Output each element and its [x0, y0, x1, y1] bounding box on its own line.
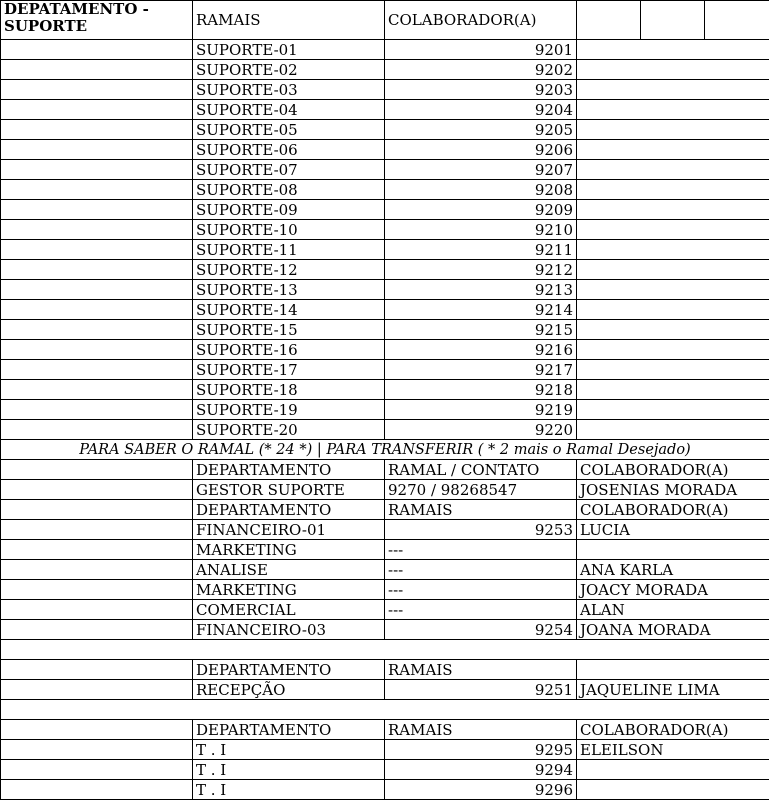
ramal-number: 9215 [385, 320, 577, 340]
ramal-number: 9212 [385, 260, 577, 280]
empty-cell [577, 1, 641, 40]
colaborador-cell [577, 140, 769, 160]
header-colaborador: COLABORADOR(A) [577, 460, 769, 480]
ramal-number: 9206 [385, 140, 577, 160]
empty-cell [1, 660, 193, 680]
ramal-name: SUPORTE-10 [193, 220, 385, 240]
empty-cell [1, 460, 193, 480]
empty-cell [1, 140, 193, 160]
ramal-name: SUPORTE-12 [193, 260, 385, 280]
empty-cell [641, 1, 705, 40]
ramal-name: SUPORTE-08 [193, 180, 385, 200]
ti-row [1, 740, 769, 760]
suporte-row [1, 300, 769, 320]
section2-row [1, 540, 769, 560]
suporte-row [1, 160, 769, 180]
colaborador-cell [577, 340, 769, 360]
ramal-name: SUPORTE-04 [193, 100, 385, 120]
ramal-name: SUPORTE-09 [193, 200, 385, 220]
header-colaborador: COLABORADOR(A) [577, 720, 769, 740]
header-departamento: DEPARTAMENTO [193, 720, 385, 740]
gestor-departamento: GESTOR SUPORTE [193, 480, 385, 500]
ramal-cell: --- [385, 540, 577, 560]
section2-row [1, 600, 769, 620]
ramal-name: SUPORTE-20 [193, 420, 385, 440]
ramal-number: 9216 [385, 340, 577, 360]
ramal-name: SUPORTE-13 [193, 280, 385, 300]
empty-cell [1, 340, 193, 360]
empty-cell [1, 560, 193, 580]
suporte-row [1, 260, 769, 280]
suporte-row [1, 340, 769, 360]
colaborador-cell [577, 120, 769, 140]
ramal-name: SUPORTE-14 [193, 300, 385, 320]
recepcao-header-row [1, 660, 769, 680]
suporte-row [1, 280, 769, 300]
separator-row [1, 700, 769, 720]
ramal-number: 9201 [385, 40, 577, 60]
colaborador-cell [577, 400, 769, 420]
separator-cell [1, 640, 769, 660]
gestor-header-row [1, 460, 769, 480]
ramal-name: SUPORTE-15 [193, 320, 385, 340]
ramal-name: SUPORTE-18 [193, 380, 385, 400]
header-ramal-contato: RAMAL / CONTATO [385, 460, 577, 480]
gestor-colaborador: JOSENIAS MORADA [577, 480, 769, 500]
ramal-number: 9219 [385, 400, 577, 420]
section2-row [1, 580, 769, 600]
ti-row [1, 760, 769, 780]
header-colaborador: COLABORADOR(A) [577, 500, 769, 520]
empty-cell [1, 260, 193, 280]
colaborador-cell [577, 160, 769, 180]
recepcao-row [1, 680, 769, 700]
suporte-row [1, 120, 769, 140]
ramal-number: 9209 [385, 200, 577, 220]
colaborador-cell [577, 320, 769, 340]
empty-cell [1, 100, 193, 120]
suporte-row [1, 380, 769, 400]
ramal-number: 9218 [385, 380, 577, 400]
ramal-cell: --- [385, 560, 577, 580]
suporte-row [1, 180, 769, 200]
empty-cell [1, 120, 193, 140]
ramal-name: SUPORTE-05 [193, 120, 385, 140]
ramal-cell: 9254 [385, 620, 577, 640]
suporte-row [1, 420, 769, 440]
departamento-cell: FINANCEIRO-01 [193, 520, 385, 540]
ramal-name: SUPORTE-11 [193, 240, 385, 260]
empty-cell [1, 380, 193, 400]
suporte-row [1, 320, 769, 340]
header-department: DEPATAMENTO - SUPORTE [1, 1, 193, 40]
colaborador-cell [577, 360, 769, 380]
colaborador-cell [577, 280, 769, 300]
header-departamento: DEPARTAMENTO [193, 660, 385, 680]
empty-cell [1, 180, 193, 200]
ramal-number: 9204 [385, 100, 577, 120]
ramal-name: SUPORTE-16 [193, 340, 385, 360]
ramal-number: 9213 [385, 280, 577, 300]
gestor-row [1, 480, 769, 500]
gestor-contato: 9270 / 98268547 [385, 480, 577, 500]
suporte-row [1, 360, 769, 380]
section2-header-row [1, 500, 769, 520]
empty-cell [1, 160, 193, 180]
colaborador-cell [577, 760, 769, 780]
colaborador-cell: ELEILSON [577, 740, 769, 760]
section2-row [1, 560, 769, 580]
ramal-name: SUPORTE-07 [193, 160, 385, 180]
empty-cell [1, 200, 193, 220]
ramal-cell: 9294 [385, 760, 577, 780]
empty-cell [577, 660, 769, 680]
departamento-cell: ANALISE [193, 560, 385, 580]
departamento-cell: T . I [193, 760, 385, 780]
empty-cell [1, 300, 193, 320]
colaborador-cell [577, 540, 769, 560]
empty-cell [1, 60, 193, 80]
colaborador-cell [577, 100, 769, 120]
ramal-name: SUPORTE-19 [193, 400, 385, 420]
colaborador-cell [577, 260, 769, 280]
colaborador-cell [577, 220, 769, 240]
separator-row [1, 640, 769, 660]
colaborador-cell: ANA KARLA [577, 560, 769, 580]
suporte-row [1, 220, 769, 240]
empty-cell [1, 760, 193, 780]
ramal-name: SUPORTE-01 [193, 40, 385, 60]
transfer-note: PARA SABER O RAMAL (* 24 *) | PARA TRANSFERIR ( * 2 mais o Ramal Desejado) [1, 440, 769, 460]
empty-cell [1, 580, 193, 600]
empty-cell [1, 600, 193, 620]
suporte-row [1, 140, 769, 160]
ramal-number: 9207 [385, 160, 577, 180]
ramal-cell: 9296 [385, 780, 577, 800]
suporte-row [1, 80, 769, 100]
ti-row [1, 780, 769, 800]
ramal-number: 9210 [385, 220, 577, 240]
suporte-row [1, 40, 769, 60]
departamento-cell: RECEPÇÃO [193, 680, 385, 700]
ramal-name: SUPORTE-17 [193, 360, 385, 380]
ti-header-row [1, 720, 769, 740]
header-ramais: RAMAIS [385, 660, 577, 680]
departamento-cell: T . I [193, 780, 385, 800]
empty-cell [1, 520, 193, 540]
colaborador-cell [577, 240, 769, 260]
colaborador-cell [577, 60, 769, 80]
header-departamento: DEPARTAMENTO [193, 460, 385, 480]
header-departamento: DEPARTAMENTO [193, 500, 385, 520]
ramal-name: SUPORTE-02 [193, 60, 385, 80]
header-colaborador: COLABORADOR(A) [385, 1, 577, 40]
suporte-row [1, 400, 769, 420]
suporte-row [1, 240, 769, 260]
empty-cell [1, 500, 193, 520]
ramal-number: 9220 [385, 420, 577, 440]
ramal-name: SUPORTE-06 [193, 140, 385, 160]
colaborador-cell: ALAN [577, 600, 769, 620]
empty-cell [1, 360, 193, 380]
header-ramais: RAMAIS [385, 500, 577, 520]
colaborador-cell: JOANA MORADA [577, 620, 769, 640]
ramal-number: 9202 [385, 60, 577, 80]
suporte-row [1, 200, 769, 220]
empty-cell [1, 320, 193, 340]
ramal-number: 9214 [385, 300, 577, 320]
empty-cell [705, 1, 769, 40]
departamento-cell: MARKETING [193, 580, 385, 600]
suporte-row [1, 60, 769, 80]
ramal-number: 9208 [385, 180, 577, 200]
departamento-cell: T . I [193, 740, 385, 760]
colaborador-cell [577, 420, 769, 440]
ramal-name: SUPORTE-03 [193, 80, 385, 100]
colaborador-cell [577, 180, 769, 200]
empty-cell [1, 540, 193, 560]
colaborador-cell [577, 40, 769, 60]
section2-row [1, 620, 769, 640]
empty-cell [1, 80, 193, 100]
ramal-number: 9203 [385, 80, 577, 100]
empty-cell [1, 780, 193, 800]
empty-cell [1, 400, 193, 420]
suporte-row [1, 100, 769, 120]
separator-cell [1, 700, 769, 720]
ramal-cell: 9253 [385, 520, 577, 540]
ramal-number: 9211 [385, 240, 577, 260]
colaborador-cell [577, 780, 769, 800]
colaborador-cell [577, 80, 769, 100]
empty-cell [1, 720, 193, 740]
colaborador-cell [577, 380, 769, 400]
empty-cell [1, 480, 193, 500]
colaborador-cell: JAQUELINE LIMA [577, 680, 769, 700]
empty-cell [1, 620, 193, 640]
departamento-cell: COMERCIAL [193, 600, 385, 620]
colaborador-cell: JOACY MORADA [577, 580, 769, 600]
ramal-cell: --- [385, 600, 577, 620]
ramal-cell: --- [385, 580, 577, 600]
empty-cell [1, 740, 193, 760]
colaborador-cell: LUCIA [577, 520, 769, 540]
departamento-cell: FINANCEIRO-03 [193, 620, 385, 640]
empty-cell [1, 280, 193, 300]
empty-cell [1, 40, 193, 60]
departamento-cell: MARKETING [193, 540, 385, 560]
empty-cell [1, 680, 193, 700]
empty-cell [1, 240, 193, 260]
ramal-number: 9217 [385, 360, 577, 380]
ramal-cell: 9251 [385, 680, 577, 700]
header-ramais: RAMAIS [385, 720, 577, 740]
empty-cell [1, 220, 193, 240]
colaborador-cell [577, 300, 769, 320]
ramal-cell: 9295 [385, 740, 577, 760]
header-ramais: RAMAIS [193, 1, 385, 40]
ramal-number: 9205 [385, 120, 577, 140]
header-row [1, 1, 769, 40]
empty-cell [1, 420, 193, 440]
section2-row [1, 520, 769, 540]
colaborador-cell [577, 200, 769, 220]
note-row [1, 440, 769, 460]
